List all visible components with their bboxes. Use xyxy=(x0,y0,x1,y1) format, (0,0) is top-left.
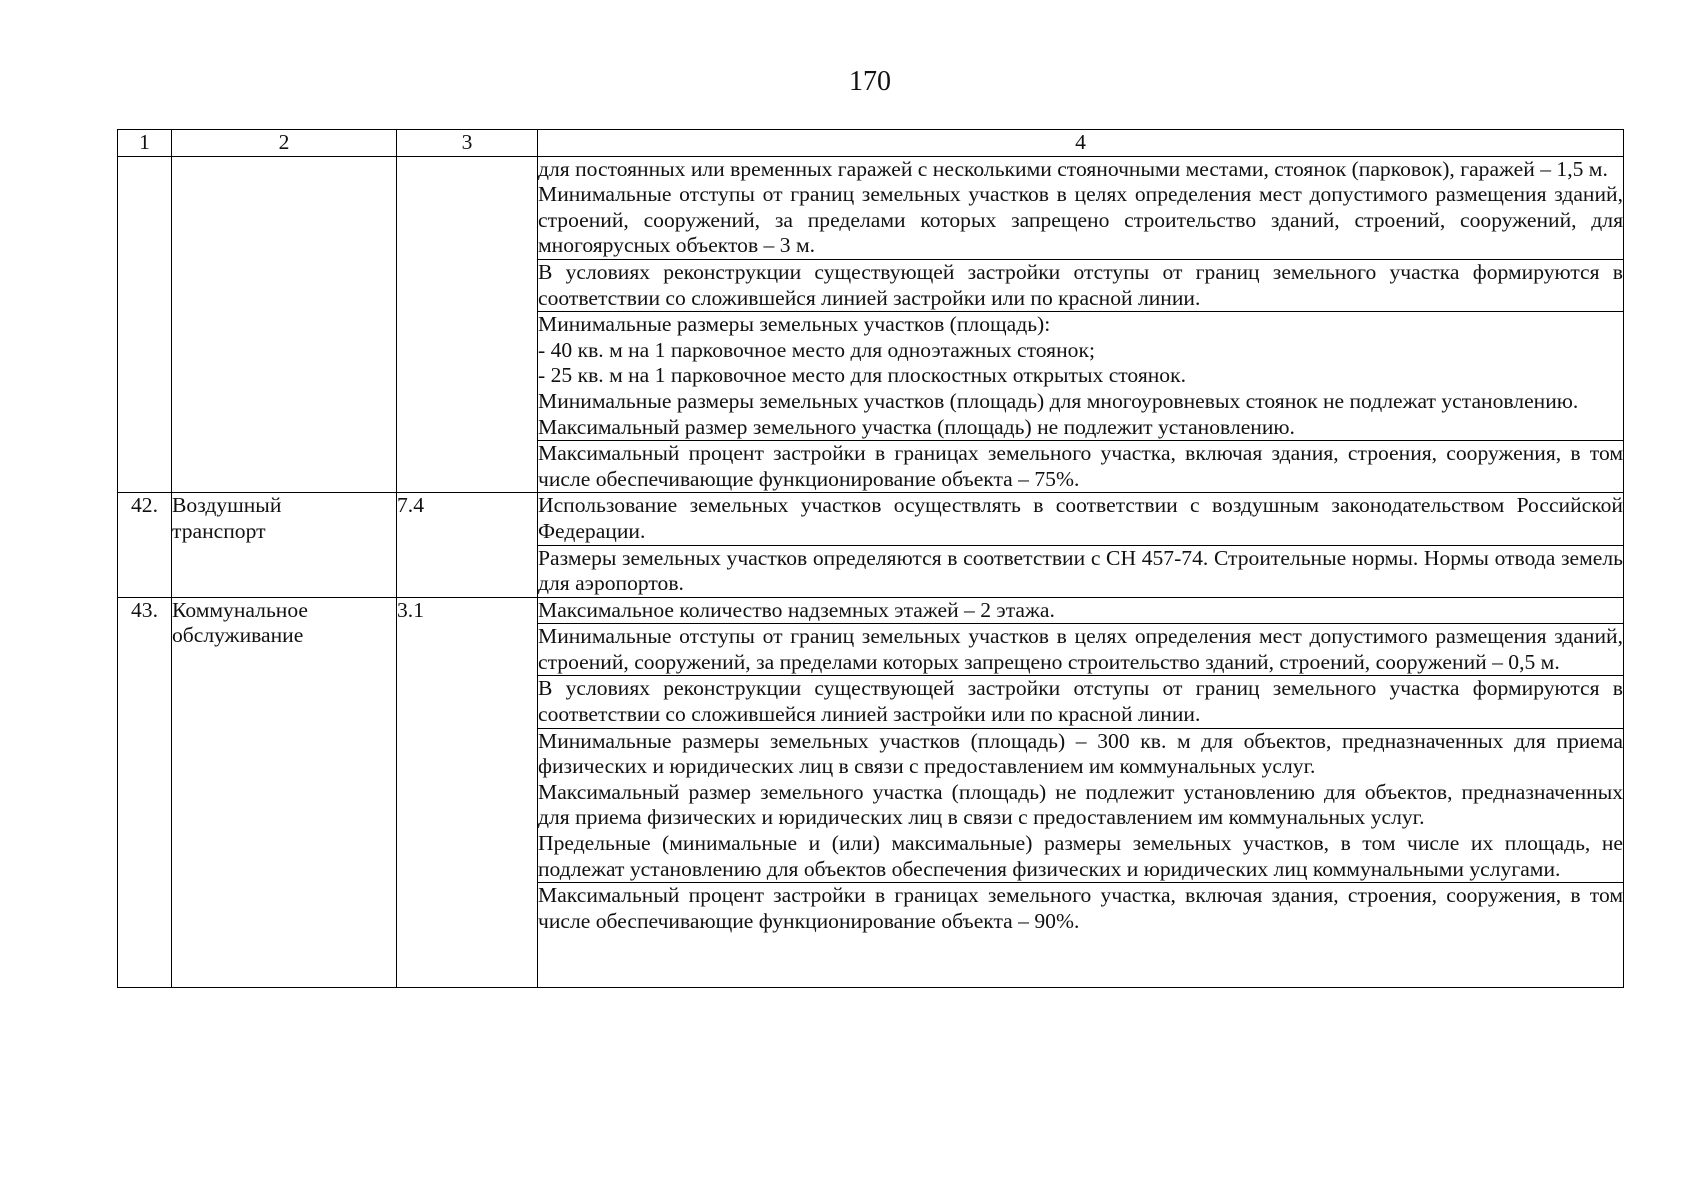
land-use-name-cell xyxy=(172,493,397,597)
column-header-3: 3 xyxy=(397,130,538,157)
table-row xyxy=(118,597,1624,624)
row-number: 43. xyxy=(118,597,172,988)
land-use-code: 7.4 xyxy=(397,493,538,597)
land-use-name: Коммунальное обслуживание xyxy=(172,597,308,648)
parameter-text: Размеры земельных участков определяются в соответствии с СН 457-74. Строительные нормы. Нормы отвода земель для аэропортов. xyxy=(538,545,1623,596)
parameter-cell xyxy=(538,493,1624,545)
parameter-cell xyxy=(538,545,1624,597)
parameter-text: Максимальный процент застройки в границах земельного участка, включая здания, строения, сооружения, в том числе обеспечивающие функционирование объекта – 90%. xyxy=(538,883,1623,933)
column-header-2: 2 xyxy=(172,130,397,157)
parameter-text: Использование земельных участков осуществлять в соответствии с воздушным законодательством Российской Федерации. xyxy=(538,493,1623,543)
table-row xyxy=(118,493,1624,545)
parameter-text: Максимальный размер земельного участка (площадь) не подлежит установлению. xyxy=(538,414,1295,439)
land-use-code: 3.1 xyxy=(397,597,538,988)
parameter-text: Максимальный процент застройки в границах земельного участка, включая здания, строения, сооружения, в том числе обеспечивающие функционирование объекта – 75%. xyxy=(538,441,1623,491)
parameter-cell xyxy=(538,156,1624,259)
parameter-text: Максимальный размер земельного участка (площадь) не подлежит установлению для объектов, предназначенных для приема физических и юридических лиц в связи с предоставлением им коммунальных услуг. xyxy=(538,779,1623,830)
parameter-cell xyxy=(538,676,1624,728)
land-use-name: Воздушный транспорт xyxy=(172,493,282,543)
parameter-text: Минимальные размеры земельных участков (площадь): xyxy=(538,312,1051,337)
parameter-text: для постоянных или временных гаражей с несколькими стояночными местами, стоянок (парковок), гаражей – 1,5 м. xyxy=(538,156,1608,181)
row-number-cell xyxy=(118,156,172,493)
parameter-text: Минимальные отступы от границ земельных участков в целях определения мест допустимого размещения зданий, строений, сооружений, за пределами которых запрещено строительство зданий, строений, сооружений – 0,5 м. xyxy=(538,624,1623,674)
parameter-cell xyxy=(538,728,1624,883)
parameter-text: Минимальные размеры земельных участков (площадь) – 300 кв. м для объектов, предназначенных для приема физических и юридических лиц в связи с предоставлением им коммунальных услуг. xyxy=(538,728,1623,779)
parameter-text: Минимальные размеры земельных участков (площадь) для многоуровневых стоянок не подлежат установлению. xyxy=(538,388,1579,413)
land-use-code-cell xyxy=(397,156,538,493)
parameter-text: - 25 кв. м на 1 парковочное место для плоскостных открытых стоянок. xyxy=(538,363,1186,388)
parameter-cell xyxy=(538,312,1624,441)
page-number: 170 xyxy=(849,66,891,97)
regulations-table xyxy=(117,129,1624,988)
parameter-cell xyxy=(538,259,1624,311)
parameter-cell xyxy=(538,441,1624,493)
table-row xyxy=(118,156,1624,259)
parameter-text: Минимальные отступы от границ земельных участков в целях определения мест допустимого размещения зданий, строений, сооружений, за пределами которых запрещено строительство зданий, строений, сооружений, для многоярусных объектов – 3 м. xyxy=(538,182,1623,258)
row-number: 42. xyxy=(118,493,172,597)
parameter-cell xyxy=(538,597,1624,624)
column-header-1: 1 xyxy=(118,130,172,157)
column-header-4: 4 xyxy=(538,130,1624,157)
parameter-text: Предельные (минимальные и (или) максимальные) размеры земельных участков, в том числе их площадь, не подлежат установлению для объектов обеспечения физических и юридических лиц коммунальными услугами. xyxy=(538,831,1623,881)
parameter-text: В условиях реконструкции существующей застройки отступы от границ земельного участка формируются в соответствии со сложившейся линией застройки или по красной линии. xyxy=(538,259,1623,310)
parameter-text: - 40 кв. м на 1 парковочное место для одноэтажных стоянок; xyxy=(538,337,1095,362)
land-use-name-cell xyxy=(172,597,397,988)
parameter-cell xyxy=(538,883,1624,988)
parameter-cell xyxy=(538,624,1624,676)
parameter-text: В условиях реконструкции существующей застройки отступы от границ земельного участка формируются в соответствии со сложившейся линией застройки или по красной линии. xyxy=(538,676,1623,727)
land-use-name-cell xyxy=(172,156,397,493)
header-row xyxy=(118,130,1624,157)
parameter-text: Максимальное количество надземных этажей – 2 этажа. xyxy=(538,597,1055,622)
